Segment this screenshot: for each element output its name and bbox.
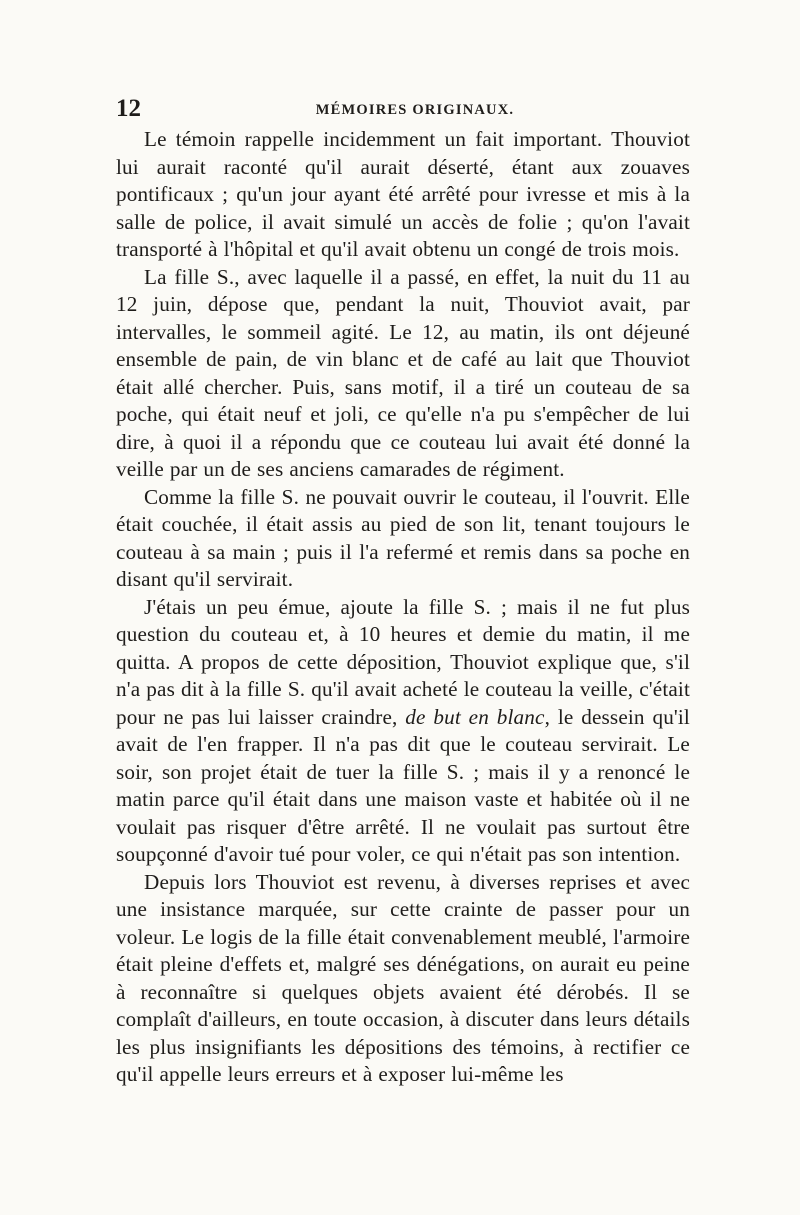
page-number: 12 xyxy=(116,95,141,122)
paragraph-emotion-explanation xyxy=(116,594,690,869)
paragraph-witness-recall: Le témoin rappelle incidemment un fait important. Thouviot lui aurait raconté qu'il aurait déserté, étant aux zouaves pontificaux ; qu'un jour ayant été arrêté pour ivresse et mis à la salle de police, il avait simulé un accès de folie ; qu'on l'avait transporté à l'hôpital et qu'il avait obtenu un congé de trois mois. xyxy=(116,127,690,261)
paragraph-knife-opening: Comme la fille S. ne pouvait ouvrir le couteau, il l'ouvrit. Elle était couchée, il était assis au pied de son lit, tenant toujours le couteau à sa main ; puis il l'a refermé et remis dans sa poche en disant qu'il servirait. xyxy=(116,484,690,591)
paragraph-text-before: J'étais un peu émue, ajoute la fille S. ; mais il ne fut plus question du couteau et, à 10 heures et demie du matin, il me quitta. A propos de cette déposition, Thouviot explique que, s'il n'a pas dit à la fille S. qu'il avait acheté le couteau la veille, c'était pour ne pas lui laisser craindre, xyxy=(116,594,690,729)
paragraph-text-after: , le dessein qu'il avait de l'en frapper. Il n'a pas dit que le couteau servirait. Le soir, son projet était de tuer la fille S. ; mais il y a renoncé le matin parce qu'il était dans une maison vaste et habitée où il ne voulait pas risquer d'être arrêté. Il ne voulait pas surtout être soupçonné d'avoir tué pour voler, ce qui n'était pas son intention. xyxy=(116,704,690,866)
paragraph-fear-of-thief: Depuis lors Thouviot est revenu, à diverses reprises et avec une insistance marquée, sur cette crainte de passer pour un voleur. Le logis de la fille était convenablement meublé, l'armoire était pleine d'effets et, malgré ses dénégations, on aurait eu peine à reconnaître si quelques objets avaient été dérobés. Il se complaît d'ailleurs, en toute occasion, à discuter dans leurs détails les plus insignifiants les dépositions des témoins, à rectifier ce qu'il appelle leurs erreurs et à exposer lui-même les xyxy=(116,869,690,1086)
running-header xyxy=(116,96,690,122)
body-text xyxy=(116,126,690,1089)
italic-phrase: de but en blanc xyxy=(405,704,545,729)
paragraph-fille-s-deposition: La fille S., avec laquelle il a passé, en effet, la nuit du 11 au 12 juin, dépose que, pendant la nuit, Thouviot avait, par intervalles, le sommeil agité. Le 12, au matin, ils ont déjeuné ensemble de pain, de vin blanc et de café au lait que Thouviot était allé chercher. Puis, sans motif, il a tiré un couteau de sa poche, qui était neuf et joli, ce qu'elle n'a pu s'empêcher de lui dire, à quoi il a répondu que ce couteau lui avait été donné la veille par un de ses anciens camarades de régiment. xyxy=(116,264,690,481)
running-title: MÉMOIRES ORIGINAUX. xyxy=(315,102,515,118)
